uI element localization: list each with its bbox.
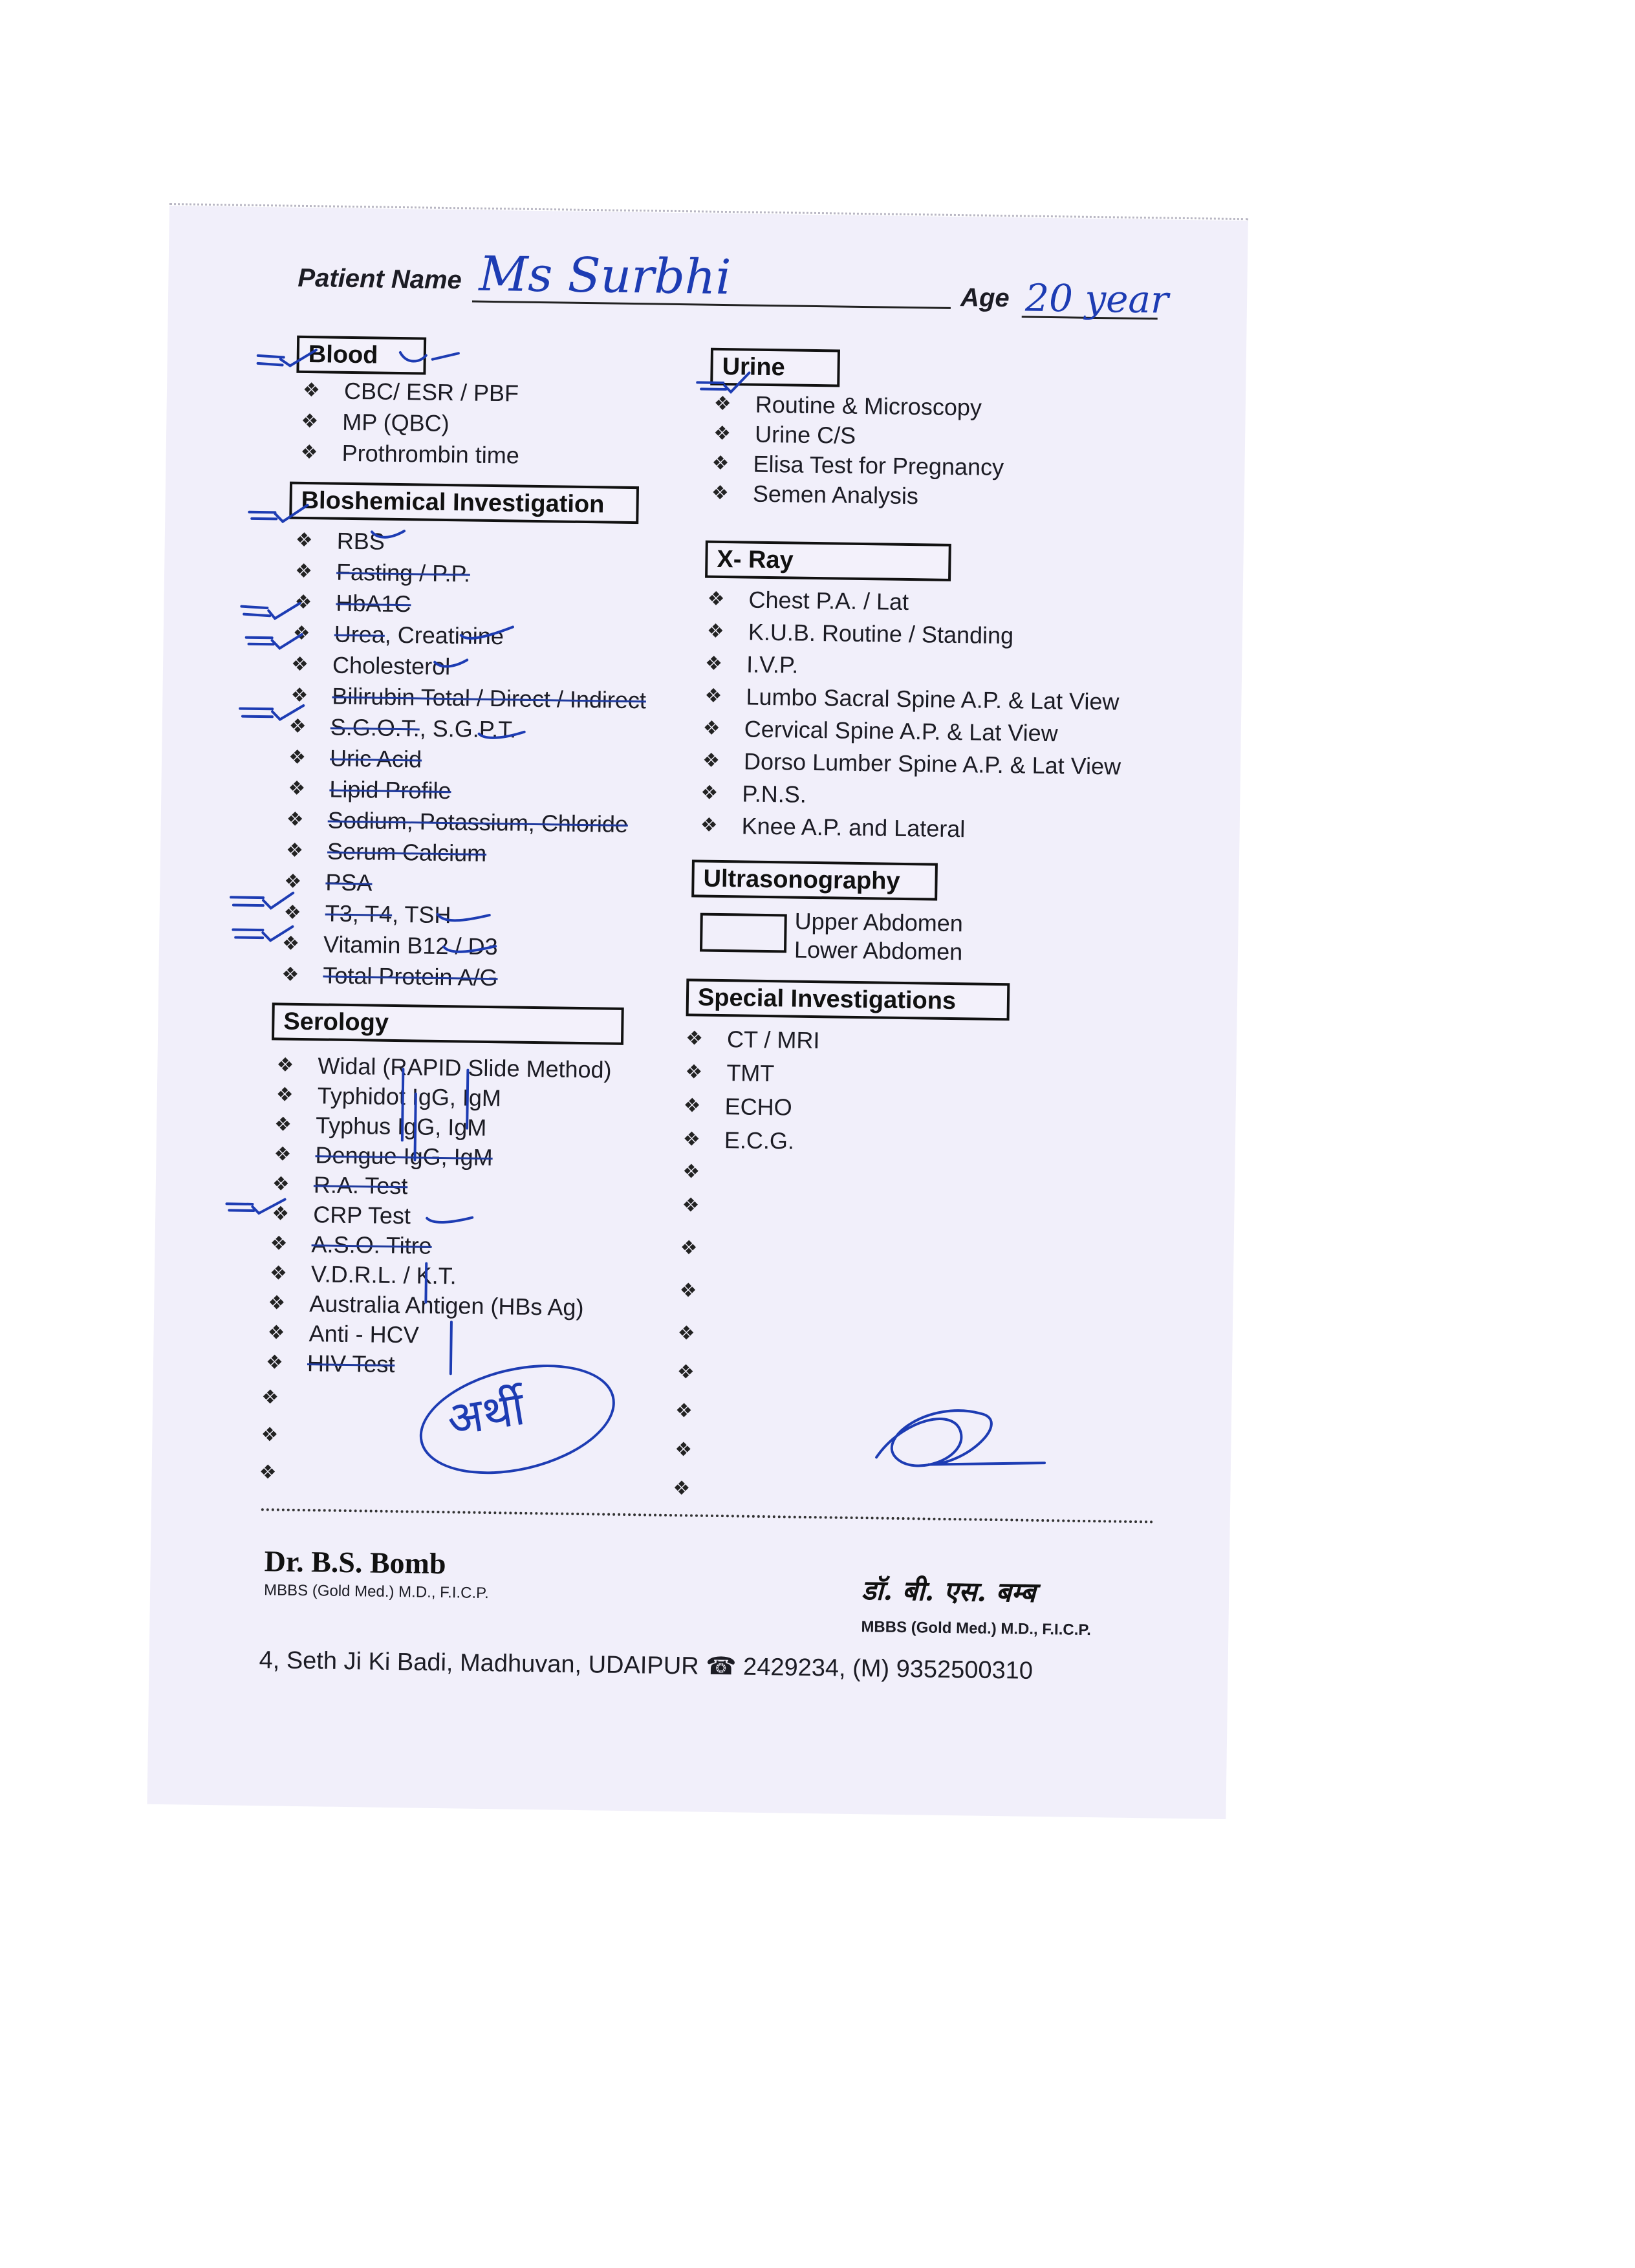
tick-mark — [226, 1198, 472, 1222]
biochem-item-struck: ❖ Lipid Profile — [329, 776, 451, 805]
biochem-item: ❖ RBS — [336, 528, 385, 556]
doctor-degrees-hi: MBBS (Gold Med.) M.D., F.I.C.P. — [861, 1618, 1092, 1639]
sgpt-text: , S.G.P.T. — [419, 715, 517, 743]
special-item: ❖ ECHO — [724, 1093, 792, 1121]
xray-item: ❖ Chest P.A. / Lat — [748, 587, 909, 616]
tsh-text: , TSH — [391, 900, 451, 929]
tick-mark — [241, 603, 514, 639]
biochem-item-struck: ❖ Serum Calcium — [327, 838, 487, 867]
special-item: ❖ CT / MRI — [727, 1026, 820, 1054]
xray-header: X- Ray — [705, 541, 951, 581]
biochem-item-struck: ❖ PSA — [325, 869, 373, 896]
tick-mark — [246, 634, 468, 667]
doctor-name-hi: डॉ. बी. एस. बम्ब — [861, 1574, 1036, 1608]
tick-mark — [400, 352, 459, 362]
blood-item: ❖ MP (QBC) — [342, 409, 449, 437]
creatinine-text: , Creatinine — [384, 621, 504, 650]
tick-mark — [258, 349, 316, 366]
special-header: Special Investigations — [686, 978, 1010, 1021]
tick-mark — [697, 372, 749, 392]
t3t4-struck: T3, T4 — [325, 900, 393, 927]
empty-bullet: ❖ — [679, 1280, 697, 1302]
empty-bullet: ❖ — [261, 1424, 279, 1446]
age-label: Age — [960, 283, 1010, 313]
empty-bullet: ❖ — [677, 1323, 695, 1345]
empty-bullet: ❖ — [259, 1462, 277, 1484]
usg-item: Lower Abdomen — [794, 936, 963, 966]
serology-item: ❖ Typhidot IgG, IgM — [318, 1082, 502, 1112]
biochem-item-struck: ❖ Fasting / P.P. — [336, 559, 470, 588]
serology-item: ❖ V.D.R.L. / K.T. — [311, 1260, 457, 1290]
urine-item: ❖ Elisa Test for Pregnancy — [753, 451, 1004, 481]
biochem-item-struck: ❖ Total Protein A/G — [323, 962, 498, 991]
tick-mark — [249, 504, 405, 537]
empty-bullet: ❖ — [674, 1439, 693, 1461]
doctor-degrees-en: MBBS (Gold Med.) M.D., F.I.C.P. — [263, 1581, 489, 1603]
serology-item: ❖ Typhus IgG, IgM — [316, 1112, 487, 1141]
biochem-item-struck: ❖ Uric Acid — [330, 745, 422, 773]
urine-header: Urine — [710, 348, 840, 387]
xray-item: ❖ Knee A.P. and Lateral — [741, 812, 965, 843]
empty-bullet: ❖ — [673, 1478, 691, 1500]
biochem-item-struck: ❖ HbA1C — [336, 590, 411, 618]
clinic-address: 4, Seth Ji Ki Badi, Madhuvan, UDAIPUR — [259, 1647, 699, 1680]
blood-item: ❖ Prothrombin time — [341, 440, 519, 470]
empty-bullet: ❖ — [682, 1194, 700, 1216]
xray-item: ❖ Dorso Lumber Spine A.P. & Lat View — [744, 748, 1121, 780]
telephone-icon: ☎ — [705, 1652, 737, 1681]
urine-item: ❖ Routine & Microscopy — [755, 391, 982, 422]
urea-struck: Urea — [334, 620, 385, 648]
biochem-item-struck: ❖ Sodium, Potassium, Chloride — [327, 807, 628, 838]
patient-name-label: Patient Name — [298, 263, 462, 295]
empty-bullet: ❖ — [680, 1237, 698, 1259]
sgot-struck: S.G.O.T. — [330, 713, 420, 742]
special-item: ❖ E.C.G. — [724, 1127, 795, 1155]
tick-mark — [240, 705, 525, 739]
empty-bullet: ❖ — [261, 1387, 279, 1409]
biochem-item: ❖ Cholesterol — [332, 652, 451, 681]
tick-mark — [231, 892, 490, 921]
serology-item: ❖ CRP Test — [313, 1201, 411, 1229]
serology-item-struck: ❖ Dengue IgG, IgM — [315, 1141, 493, 1171]
biochem-item: ❖ Vitamin B12 / D3 — [323, 931, 498, 960]
clinic-phones: 2429234, (M) 9352500310 — [742, 1653, 1034, 1685]
serology-item-struck: ❖ A.S.O. Titre — [311, 1231, 432, 1260]
urine-item: ❖ Semen Analysis — [753, 481, 919, 510]
biochem-header: Bloshemical Investigation — [289, 482, 639, 524]
xray-item: ❖ Cervical Spine A.P. & Lat View — [744, 715, 1057, 747]
empty-bullet: ❖ — [677, 1361, 695, 1383]
special-item: ❖ TMT — [726, 1059, 775, 1087]
blood-header: Blood — [296, 336, 426, 375]
serology-item: ❖ Widal (RAPID Slide Method) — [318, 1052, 612, 1083]
xray-item: ❖ I.V.P. — [746, 651, 799, 679]
xray-item: ❖ K.U.B. Routine / Standing — [748, 619, 1014, 650]
biochem-item-struck: ❖ Bilirubin Total / Direct / Indirect — [332, 683, 646, 715]
handwritten-stamp-text: अर्थी — [443, 1380, 528, 1447]
usg-header: Ultrasonography — [691, 859, 938, 900]
xray-item: ❖ Lumbo Sacral Spine A.P. & Lat View — [746, 684, 1120, 716]
doctor-signature — [876, 1409, 1045, 1467]
doctor-name-en: Dr. B.S. Bomb — [264, 1544, 446, 1581]
serology-item-struck: ❖ R.A. Test — [314, 1171, 408, 1200]
blood-item: ❖ CBC/ ESR / PBF — [344, 378, 519, 407]
empty-bullet: ❖ — [675, 1400, 693, 1422]
age-handwritten: 20 year — [1024, 275, 1169, 322]
urine-item: ❖ Urine C/S — [755, 421, 856, 449]
prescription-sheet — [147, 206, 1248, 1819]
empty-bullet: ❖ — [682, 1161, 700, 1183]
serology-item: ❖ Australia Antigen (HBs Ag) — [309, 1290, 584, 1321]
serology-header: Serology — [272, 1002, 624, 1045]
usg-item: Upper Abdomen — [794, 907, 964, 937]
tick-mark — [233, 925, 495, 952]
patient-name-handwritten: Ms Surbhi — [478, 246, 731, 306]
xray-item: ❖ P.N.S. — [742, 780, 807, 808]
serology-item: ❖ Anti - HCV — [309, 1320, 419, 1348]
serology-item-struck: ❖ HIV Test — [307, 1350, 395, 1378]
